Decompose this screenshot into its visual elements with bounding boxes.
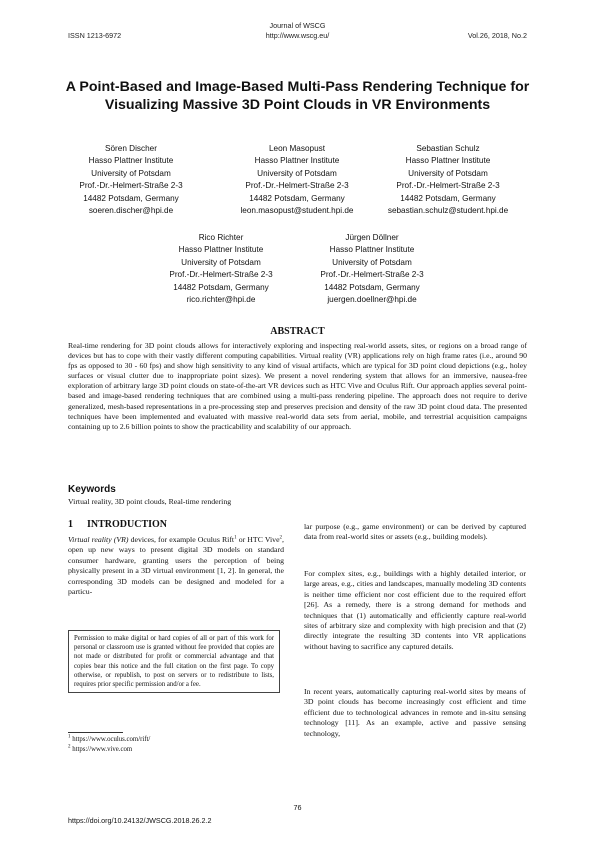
author-email[interactable]: sebastian.schulz@student.hpi.de <box>387 206 509 216</box>
author-block-masopust <box>222 143 372 217</box>
footnote-link[interactable]: https://www.oculus.com/rift/ <box>72 736 151 743</box>
author-name: Sören Discher <box>105 144 157 153</box>
author-city: 14482 Potsdam, Germany <box>249 193 345 203</box>
author-institute: Hasso Plattner Institute <box>254 156 340 166</box>
author-name: Rico Richter <box>198 233 244 242</box>
keywords-heading: Keywords <box>68 484 116 495</box>
author-street: Prof.-Dr.-Helmert-Straße 2-3 <box>320 270 424 280</box>
author-street: Prof.-Dr.-Helmert-Straße 2-3 <box>169 270 273 280</box>
author-block-doellner <box>297 232 447 306</box>
page-number: 76 <box>293 803 302 812</box>
author-university: University of Potsdam <box>257 168 337 178</box>
footnote-link[interactable]: https://www.vive.com <box>72 746 133 753</box>
author-university: University of Potsdam <box>181 257 261 267</box>
doi-link[interactable]: https://doi.org/10.24132/JWSCG.2018.26.2.2 <box>68 816 212 825</box>
author-block-discher <box>56 143 206 217</box>
issn: ISSN 1213-6972 <box>68 31 122 40</box>
author-university: University of Potsdam <box>408 168 488 178</box>
author-street: Prof.-Dr.-Helmert-Straße 2-3 <box>79 181 183 191</box>
author-email[interactable]: rico.richter@hpi.de <box>186 295 256 305</box>
permission-notice: Permission to make digital or hard copies of all or part of this work for personal or classroom use is granted without fee provided that copies are not made or distributed for profit or commercial advantage and that copies bear this notice and the full citation on the first page. To copy otherwise, or republish, to post on servers or to redistribute to lists, requires prior specific permission and/or a fee. <box>68 630 280 693</box>
footnote-mark: 1 <box>68 734 71 740</box>
author-email[interactable]: juergen.doellner@hpi.de <box>327 295 417 305</box>
author-institute: Hasso Plattner Institute <box>329 245 415 255</box>
footnote-ref-2[interactable]: 2 <box>279 535 283 541</box>
journal-name: Journal of WSCG <box>269 21 326 30</box>
author-institute: Hasso Plattner Institute <box>178 245 264 255</box>
intro-paragraph-3: For complex sites, e.g., buildings with a highly detailed interior, or large areas, e.g., cities and landscapes, manually modeling 3D contents is neither time efficient nor cost efficient due to the required effort [26]. As a remedy, there is a strong demand for methods and techniques that (1) automatically and efficiently capture real-world sites of arbitrary size and complexity with high precision and that (2) directly integrate the resulting 3D contents into VR applications without having to sacrifice any captured details. <box>304 569 526 651</box>
intro-paragraph-1 <box>68 535 284 597</box>
footnote-mark: 2 <box>68 744 71 750</box>
intro-italic-term: Virtual reality (VR) <box>68 535 129 544</box>
author-name: Jürgen Döllner <box>345 233 399 242</box>
intro-paragraph-4: In recent years, automatically capturing real-world sites by means of 3D point clouds has become increasingly cost efficient and time efficient due to technological advances in remote and in-situ sensing technology [11]. As an example, active and passive sensing technology, <box>304 687 526 738</box>
author-city: 14482 Potsdam, Germany <box>400 193 496 203</box>
intro-text: or HTC Vive <box>236 535 280 544</box>
author-institute: Hasso Plattner Institute <box>88 156 174 166</box>
footnote-ref-1[interactable]: 1 <box>234 535 237 541</box>
section-heading-introduction <box>68 519 181 530</box>
author-street: Prof.-Dr.-Helmert-Straße 2-3 <box>396 181 500 191</box>
section-title: INTRODUCTION <box>87 519 168 530</box>
keywords-text: Virtual reality, 3D point clouds, Real-time rendering <box>68 497 232 506</box>
author-city: 14482 Potsdam, Germany <box>173 282 269 292</box>
author-institute: Hasso Plattner Institute <box>405 156 491 166</box>
author-block-richter <box>146 232 296 306</box>
footnote-divider <box>68 732 123 733</box>
footnote-2 <box>68 746 132 753</box>
footnote-1 <box>68 736 150 743</box>
journal-url[interactable]: http://www.wscg.eu/ <box>265 31 330 40</box>
author-block-schulz <box>373 143 523 217</box>
author-name: Sebastian Schulz <box>416 144 480 153</box>
section-number: 1 <box>68 519 73 530</box>
author-street: Prof.-Dr.-Helmert-Straße 2-3 <box>245 181 349 191</box>
author-email[interactable]: leon.masopust@student.hpi.de <box>240 206 354 216</box>
paper-title: A Point-Based and Image-Based Multi-Pass Rendering Technique for Visualizing Massive 3D Point Clouds in VR Environments <box>65 79 530 113</box>
author-name: Leon Masopust <box>269 144 325 153</box>
author-university: University of Potsdam <box>91 168 171 178</box>
abstract-text: Real-time rendering for 3D point clouds allows for interactively exploring and inspecting real-world assets, sites, or regions on a broad range of devices but has to cope with their vastly different computing capabilities. Virtual reality (VR) applications rely on high frame rates (i.e., around 90 fps as opposed to 30 - 60 fps) and show high sensitivity to any kind of visual artifacts, which are typical for 3D point cloud depictions (e.g., holey surfaces or visual clutter due to inappropriate point sizes). We present a novel rendering system that allows for an immersive, nausea-free exploration of arbitrary large 3D point clouds on state-of-the-art VR devices such as HTC Vive and Oculus Rift. Our approach applies several point-based and image-based rendering techniques that are combined using a multi-pass rendering pipeline. The approach does not require to derive generalized, mesh-based representations in a pre-processing step and preserves precision and density of the raw 3D point cloud data. The presented techniques have been implemented and evaluated with massive real-world data sets from aerial, mobile, and terrestrial acquisition campaigns containing up to 2.6 billion points to show the practicability and scalability of our approach. <box>68 341 527 431</box>
author-university: University of Potsdam <box>332 257 412 267</box>
intro-paragraph-2: lar purpose (e.g., game environment) or can be derived by captured data from real-world sites or assets (e.g., building models). <box>304 522 526 542</box>
intro-text: , open up new ways to present digital 3D models on standard consumer hardware, granting users the perception of being physically present in a 3D virtual environment [1, 2]. In general, the corresponding 3D models can be designed and modeled for a particu- <box>68 535 284 597</box>
intro-text: devices, for example Oculus Rift <box>128 535 235 544</box>
volume-info: Vol.26, 2018, No.2 <box>467 31 527 40</box>
abstract-heading: ABSTRACT <box>270 326 325 337</box>
author-email[interactable]: soeren.discher@hpi.de <box>88 206 174 216</box>
author-city: 14482 Potsdam, Germany <box>324 282 420 292</box>
author-city: 14482 Potsdam, Germany <box>83 193 179 203</box>
